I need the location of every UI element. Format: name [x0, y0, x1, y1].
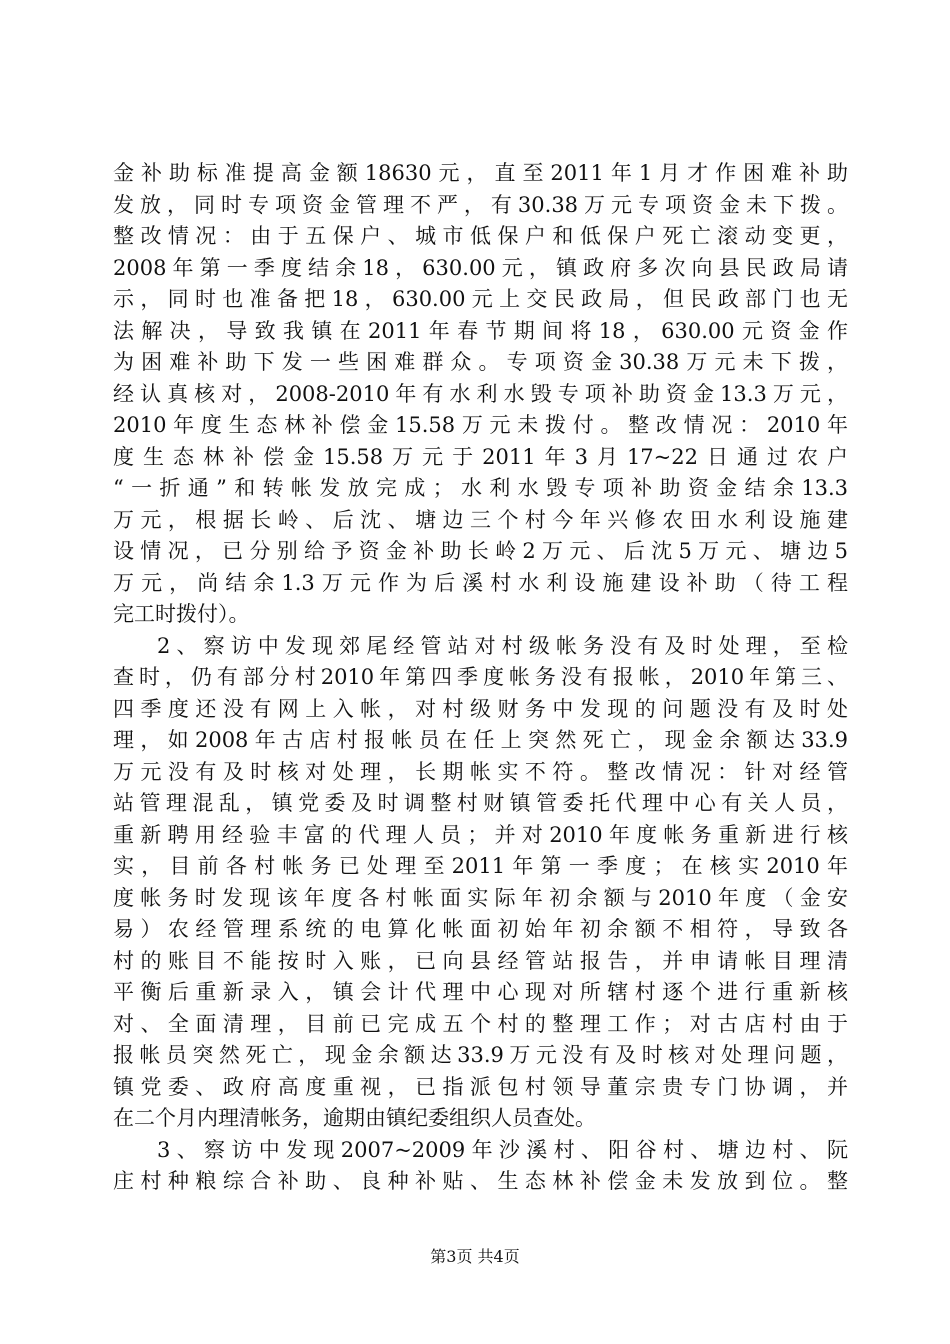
text-line: 金补助标准提高金额18630元，直至2011年1月才作困难补助 — [113, 161, 848, 185]
paragraph-2-start: 2、察访中发现郊尾经管站对村级帐务没有及时处理，至检 — [157, 633, 848, 658]
text-line: 示，同时也准备把18，630.00元上交民政局，但民政部门也无 — [113, 287, 848, 311]
text-line: 万元没有及时核对处理，长期帐实不符。整改情况：针对经管 — [113, 759, 848, 784]
text-line: 在二个月内理清帐务，逾期由镇纪委组织人员查处。 — [113, 1106, 596, 1130]
text-line: 度生态林补偿金15.58万元于2011年3月17~22日通过农户 — [113, 444, 848, 469]
text-line: 为困难补助下发一些困难群众。专项资金30.38万元未下拨， — [113, 350, 848, 374]
text-line: 平衡后重新录入，镇会计代理中心现对所辖村逐个进行重新核 — [113, 980, 848, 1004]
text-line: 理，如2008年古店村报帐员在任上突然死亡，现金余额达33.9 — [113, 728, 848, 752]
text-line: 度帐务时发现该年度各村帐面实际年初余额与2010年度（金安 — [113, 885, 848, 910]
text-line: 设情况，已分别给予资金补助长岭2万元、后沈5万元、塘边5 — [113, 539, 848, 563]
body-text — [113, 158, 848, 1198]
text-line: 对、全面清理，目前已完成五个村的整理工作；对古店村由于 — [113, 1011, 848, 1036]
text-line: 站管理混乱，镇党委及时调整村财镇管委托代理中心有关人员， — [113, 791, 848, 815]
page-number-footer: 第3页 共4页 — [430, 1247, 520, 1266]
text-line: 重新聘用经验丰富的代理人员；并对2010年度帐务重新进行核 — [113, 822, 848, 847]
text-line: 经认真核对，2008-2010年有水利水毁专项补助资金13.3万元， — [113, 381, 848, 406]
text-line: 法解决，导致我镇在2011年春节期间将18，630.00元资金作 — [113, 318, 848, 343]
text-line: 2010年度生态林补偿金15.58万元未拨付。整改情况：2010年 — [113, 413, 848, 437]
text-line: 发放，同时专项资金管理不严，有30.38万元专项资金未下拨。 — [113, 192, 848, 217]
text-line: 镇党委、政府高度重视，已指派包村领导董宗贵专门协调，并 — [113, 1074, 848, 1099]
text-line: 易）农经管理系统的电算化帐面初始年初余额不相符，导致各 — [113, 917, 848, 941]
paragraph-3-start: 3、察访中发现2007~2009年沙溪村、阳谷村、塘边村、阮 — [157, 1137, 848, 1162]
text-line: 整改情况：由于五保户、城市低保户和低保户死亡滚动变更， — [113, 224, 848, 248]
text-line: 四季度还没有网上入帐，对村级财务中发现的问题没有及时处 — [113, 696, 848, 721]
text-line: 万元，根据长岭、后沈、塘边三个村今年兴修农田水利设施建 — [113, 507, 848, 532]
text-line: 实，目前各村帐务已处理至2011年第一季度；在核实2010年 — [113, 854, 848, 878]
text-line: 完工时拨付）。 — [113, 602, 250, 626]
text-line: “一折通”和转帐发放完成；水利水毁专项补助资金结余13.3 — [113, 476, 848, 500]
text-line: 庄村种粮综合补助、良种补贴、生态林补偿金未发放到位。整 — [113, 1169, 848, 1193]
text-line: 村的账目不能按时入账，已向县经管站报告，并申请帐目理清 — [113, 948, 848, 973]
text-line: 查时，仍有部分村2010年第四季度帐务没有报帐，2010年第三、 — [113, 665, 848, 689]
text-line: 报帐员突然死亡，现金余额达33.9万元没有及时核对处理问题， — [113, 1043, 848, 1067]
text-line: 万元，尚结余1.3万元作为后溪村水利设施建设补助（待工程 — [113, 570, 848, 595]
text-line: 2008年第一季度结余18，630.00元，镇政府多次向县民政局请 — [113, 255, 848, 280]
